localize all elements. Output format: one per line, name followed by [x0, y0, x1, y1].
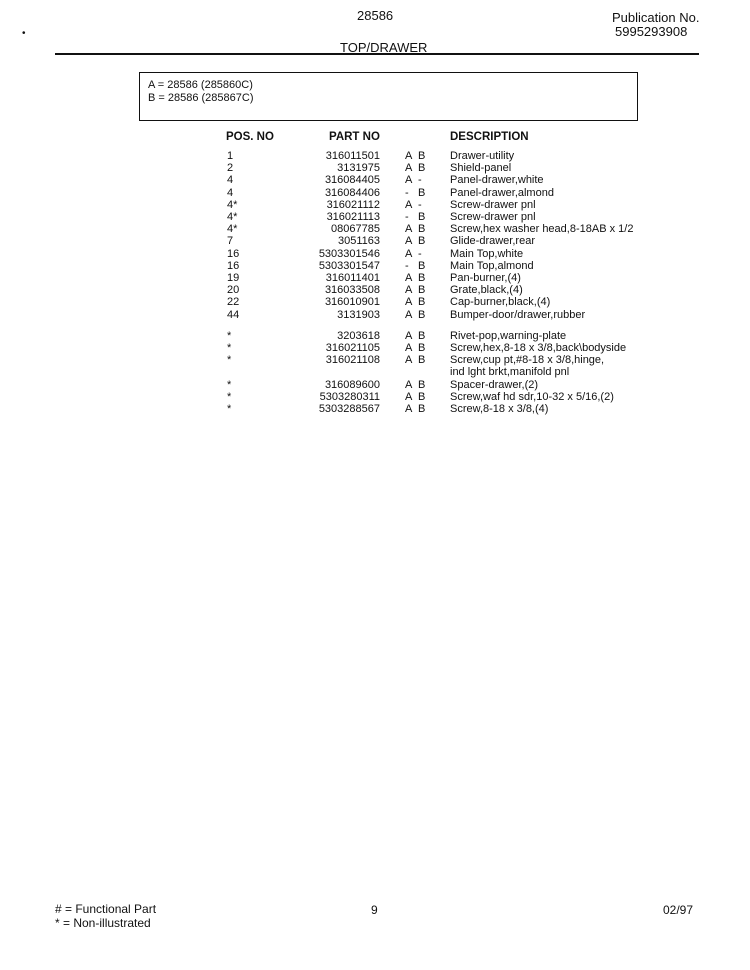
part-description: Screw,cup pt,#8-18 x 3/8,hinge, — [450, 354, 605, 367]
part-pos: 16 — [227, 259, 240, 272]
model-a-flag: A — [405, 308, 413, 321]
part-pos: * — [227, 329, 232, 342]
model-b-flag: B — [418, 211, 426, 223]
model-a-flag: A — [405, 329, 413, 342]
parts-row — [0, 235, 750, 247]
part-pos: 4* — [227, 198, 238, 211]
parts-row — [0, 309, 750, 321]
part-number: 5303301546 — [318, 247, 380, 260]
model-b-flag: B — [418, 308, 426, 321]
part-description: Shield-panel — [450, 162, 512, 175]
part-number: 316021105 — [325, 342, 380, 354]
non-illustrated-note: * = Non-illustrated — [55, 916, 151, 930]
revision-date: 02/97 — [663, 903, 694, 917]
parts-row — [0, 403, 750, 415]
part-number: 316021108 — [325, 354, 380, 367]
model-a-flag: A — [405, 284, 413, 297]
part-description: Screw,hex washer head,8-18AB x 1/2 — [450, 223, 634, 236]
part-description: Grate,black,(4) — [450, 284, 523, 297]
part-pos: * — [227, 390, 232, 403]
part-description: Pan-burner,(4) — [450, 272, 521, 284]
part-number: 3131975 — [337, 162, 380, 175]
model-b-flag: - — [418, 247, 422, 260]
parts-row — [0, 162, 750, 174]
publication-number: 5995293908 — [615, 24, 688, 39]
part-pos: 44 — [227, 308, 240, 321]
part-description: Main Top,almond — [450, 259, 534, 272]
part-description: Screw-drawer pnl — [450, 211, 536, 223]
part-number: 316033508 — [324, 284, 380, 297]
model-a-flag: A — [405, 403, 413, 415]
part-description: ind lght brkt,manifold pnl — [450, 366, 570, 379]
parts-row — [0, 150, 750, 162]
column-header-part: PART NO — [329, 131, 380, 143]
part-number: 316021112 — [326, 198, 380, 211]
part-pos: 19 — [227, 272, 240, 284]
part-pos: 16 — [227, 247, 240, 260]
publication-label: Publication No. — [612, 10, 700, 25]
part-description: Bumper-door/drawer,rubber — [450, 308, 586, 321]
part-pos: * — [227, 378, 232, 391]
legend-line-b: B = 28586 (285867C) — [148, 92, 254, 104]
column-header-pos: POS. NO — [226, 131, 274, 143]
part-number: 3203618 — [337, 329, 380, 342]
model-a-flag: A — [405, 235, 413, 248]
functional-part-note: # = Functional Part — [55, 902, 157, 916]
parts-row — [0, 174, 750, 186]
part-description: Drawer-utility — [450, 150, 515, 162]
part-pos: 1 — [227, 150, 234, 162]
model-b-flag: B — [418, 259, 426, 272]
model-b-flag: B — [418, 354, 426, 367]
part-number: 5303301547 — [318, 259, 380, 272]
part-pos: * — [227, 342, 232, 354]
model-b-flag: B — [418, 223, 426, 236]
part-description: Screw,8-18 x 3/8,(4) — [450, 403, 549, 415]
parts-row — [0, 366, 750, 378]
model-a-flag: A — [405, 223, 413, 236]
model-b-flag: B — [418, 150, 426, 162]
model-b-flag: B — [418, 235, 426, 248]
model-a-flag: A — [405, 272, 413, 284]
model-b-flag: - — [418, 174, 422, 187]
part-pos: * — [227, 354, 232, 367]
part-description: Spacer-drawer,(2) — [450, 378, 539, 391]
part-description: Main Top,white — [450, 247, 524, 260]
part-number: 316089600 — [324, 378, 380, 391]
parts-row — [0, 296, 750, 308]
part-pos: 4 — [227, 174, 234, 187]
model-b-flag: B — [418, 284, 426, 297]
parts-row — [0, 284, 750, 296]
model-a-flag: - — [405, 211, 409, 223]
section-title: TOP/DRAWER — [340, 40, 428, 55]
parts-row — [0, 187, 750, 199]
legend-line-a: A = 28586 (285860C) — [148, 79, 253, 91]
parts-row — [0, 248, 750, 260]
model-b-flag: B — [418, 296, 426, 309]
model-b-flag: B — [418, 390, 426, 403]
parts-row — [0, 223, 750, 235]
model-a-flag: - — [405, 259, 409, 272]
model-b-flag: - — [418, 198, 422, 211]
model-b-flag: B — [418, 403, 426, 415]
model-a-flag: A — [405, 378, 413, 391]
part-description: Panel-drawer,almond — [450, 186, 554, 199]
column-header-description: DESCRIPTION — [450, 131, 529, 143]
part-pos: 7 — [227, 235, 234, 248]
page-number: 9 — [371, 903, 378, 917]
model-b-flag: B — [418, 378, 426, 391]
parts-row — [0, 199, 750, 211]
model-a-flag: A — [405, 198, 413, 211]
model-b-flag: B — [418, 329, 426, 342]
model-b-flag: B — [418, 186, 426, 199]
model-a-flag: A — [405, 174, 413, 187]
part-number: 316084406 — [324, 186, 380, 199]
part-number: 3131903 — [337, 308, 380, 321]
part-description: Screw,waf hd sdr,10-32 x 5/16,(2) — [450, 390, 614, 403]
part-number: 316084405 — [324, 174, 380, 187]
model-b-flag: B — [418, 162, 426, 175]
parts-row — [0, 379, 750, 391]
parts-row — [0, 391, 750, 403]
part-description: Screw,hex,8-18 x 3/8,back\bodyside — [450, 342, 627, 354]
part-number: 316011401 — [325, 272, 380, 284]
parts-row — [0, 342, 750, 354]
model-a-flag: A — [405, 150, 413, 162]
model-legend-box — [139, 72, 638, 121]
part-pos: 20 — [227, 284, 240, 297]
parts-row — [0, 354, 750, 366]
model-a-flag: A — [405, 390, 413, 403]
parts-row — [0, 330, 750, 342]
parts-row — [0, 260, 750, 272]
parts-row — [0, 272, 750, 284]
header-rule — [55, 53, 699, 55]
part-pos: 22 — [227, 296, 240, 309]
part-description: Panel-drawer,white — [450, 174, 544, 187]
model-a-flag: A — [405, 354, 413, 367]
parts-row — [0, 211, 750, 223]
part-pos: 2 — [227, 162, 234, 175]
model-a-flag: A — [405, 162, 413, 175]
model-b-flag: B — [418, 342, 426, 354]
part-pos: 4 — [227, 186, 234, 199]
part-description: Screw-drawer pnl — [450, 198, 536, 211]
model-a-flag: A — [405, 296, 413, 309]
part-description: Rivet-pop,warning-plate — [450, 329, 567, 342]
stray-mark: • — [22, 28, 26, 39]
model-a-flag: - — [405, 186, 409, 199]
model-a-flag: A — [405, 247, 413, 260]
part-description: Cap-burner,black,(4) — [450, 296, 551, 309]
part-number: 3051163 — [337, 235, 380, 248]
part-pos: * — [227, 403, 232, 415]
part-number: 316010901 — [324, 296, 380, 309]
part-number: 316021113 — [326, 211, 380, 223]
part-number: 5303280311 — [319, 390, 380, 403]
part-description: Glide-drawer,rear — [450, 235, 535, 248]
part-pos: 4* — [227, 211, 238, 223]
model-number: 28586 — [357, 8, 394, 23]
part-number: 316011501 — [325, 150, 380, 162]
model-a-flag: A — [405, 342, 413, 354]
part-pos: 4* — [227, 223, 238, 236]
part-number: 5303288567 — [318, 403, 380, 415]
part-number: 08067785 — [331, 223, 380, 236]
model-b-flag: B — [418, 272, 426, 284]
